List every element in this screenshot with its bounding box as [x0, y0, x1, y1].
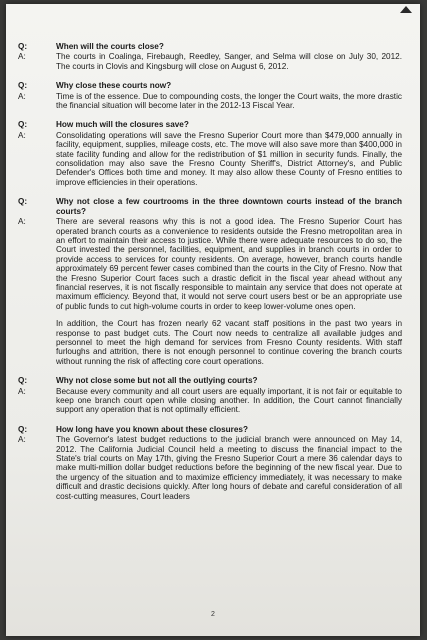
question-text: Why not close some but not all the outlying courts?: [56, 376, 258, 386]
answer-label: A:: [18, 52, 26, 62]
question-label: Q:: [18, 424, 28, 434]
question-label: Q:: [18, 376, 28, 386]
question-label: Q:: [18, 120, 28, 130]
question-label: Q:: [18, 81, 28, 91]
answer-label: A:: [18, 386, 26, 396]
page-number: 2: [211, 611, 215, 618]
answer-text-continued: In addition, the Court has frozen nearly 62 vacant staff positions in the past two years in response to past budget cuts. The Court now needs to centralize all available judges and personnel to meet the high demand for services from Fresno County residents. With staff furloughs and attrition, there is not enough personnel to continue covering the branch courts without running the risk of affecting core court operations.: [56, 319, 402, 366]
answer-text: There are several reasons why this is not a good idea. The Fresno Superior Court has operated branch courts as a convenience to residents outside the Fresno metropolitan area in an effort to maintain their access to justice. While there were adequate resources to do so, the Court invested the personnel, facilities, equipment, and supplies in branch courts in order to provide access to services for county residents. On average, however, branch courts handle approximately 69 percent fewer cases combined than the courts in the City of Fresno. Now that the Fresno Superior Court faces such a drastic deficit in the fiscal year ahead without any financial reserves, it is not fiscally responsible to maintain any service that does not operate at maximum efficiency. Beyond that, it would not serve court users best or be an appropriate use of public funds to cut high-volume courts in order to keep lower-volume ones open.: [56, 217, 402, 311]
answer-text: Time is of the essence. Due to compounding costs, the longer the Court waits, the more drastic the financial situation will become later in the 2012-13 Fiscal Year.: [56, 91, 402, 111]
answer-text: The Governor's latest budget reductions to the judicial branch were announced on May 14, 2012. The California Judicial Council held a meeting to discuss the financial impact to the State's trial courts on May 17th, giving the Fresno Superior Court a mere 36 calendar days to make multi-million dollar budget reductions before the beginning of the new fiscal year. Due to the urgency of the situation and to maximize efficiency immediately, it was necessary to make difficult and drastic decisions quickly. After long hours of debate and careful consideration of all cost-cutting measures, Court leaders: [56, 435, 402, 501]
question-text: When will the courts close?: [56, 42, 164, 51]
question-label: Q:: [18, 197, 28, 207]
answer-text: The courts in Coalinga, Firebaugh, Reedley, Sanger, and Selma will close on July 30, 2012. The courts in Clovis and Kingsburg will close on August 6, 2012.: [56, 52, 402, 71]
question-text: Why close these courts now?: [56, 81, 172, 91]
faq-content: [18, 42, 402, 511]
question-label: Q:: [18, 42, 28, 51]
faq-item: [18, 120, 402, 187]
document-page: [6, 4, 420, 636]
answer-text: Because every community and all court users are equally important, it is not fair or equitable to keep one branch court open while closing another. In addition, the Court cannot financially support any operation that is not optimally efficient.: [56, 386, 402, 415]
faq-item: [18, 197, 402, 366]
answer-label: A:: [18, 217, 26, 227]
answer-label: A:: [18, 435, 26, 445]
answer-label: A:: [18, 91, 26, 101]
answer-label: A:: [18, 130, 26, 140]
question-text: Why not close a few courtrooms in the three downtown courts instead of the branch courts?: [56, 197, 402, 216]
question-text: How long have you known about these closures?: [56, 424, 248, 434]
faq-item: [18, 376, 402, 415]
faq-item: [18, 425, 402, 501]
faq-item: [18, 81, 402, 110]
faq-item: [18, 42, 402, 71]
corner-mark-icon: [400, 6, 412, 13]
question-text: How much will the closures save?: [56, 120, 189, 130]
answer-text: Consolidating operations will save the Fresno Superior Court more than $479,000 annually in facility, equipment, supplies, mileage costs, etc. The move will also save more than $400,000 in state facility funding and allow for the redistribution of $1 million in security funds. Finally, the consolidation may also save the Fresno County Sheriff's, District Attorney's, and Public Defender's Offices both time and money. It may also allow these County of Fresno entities to improve efficiencies in their operations.: [56, 130, 402, 187]
